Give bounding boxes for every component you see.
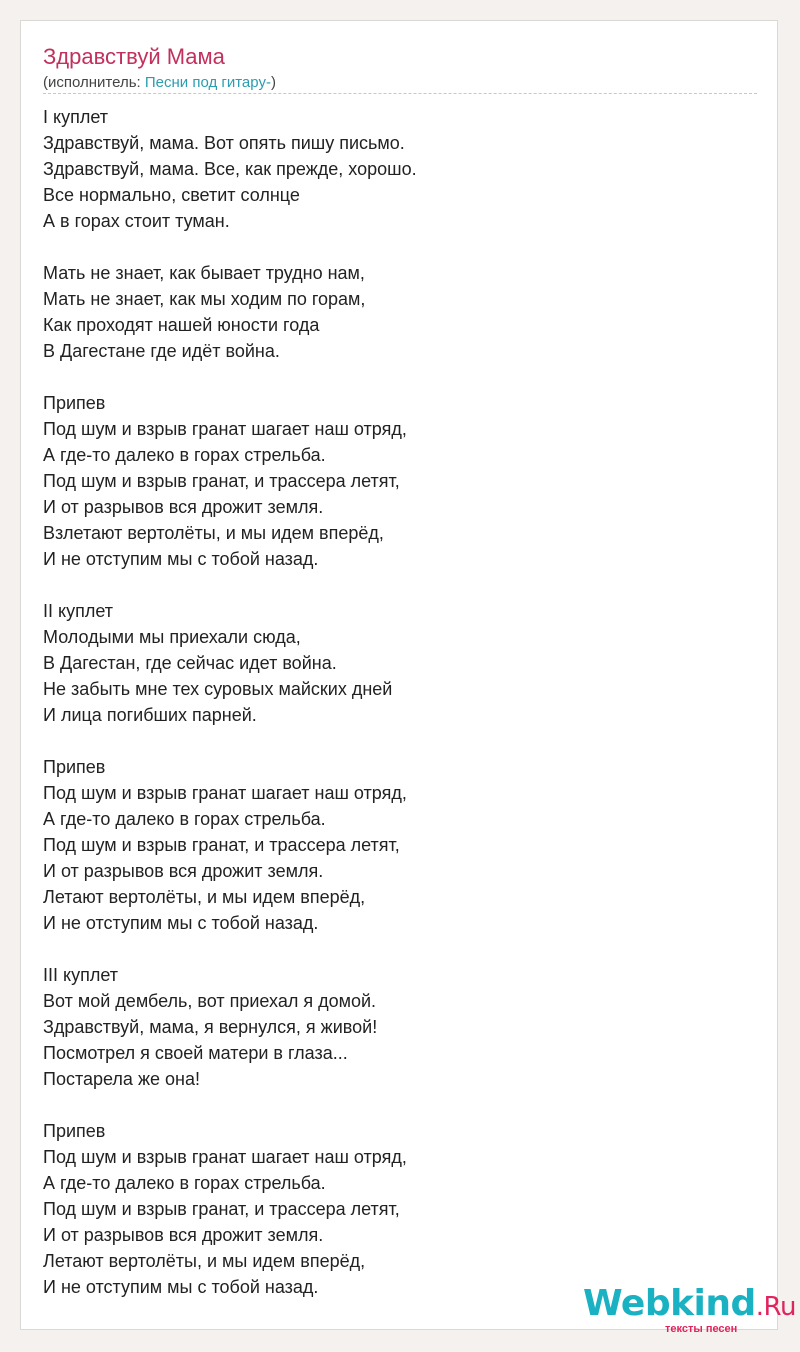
stanza [43, 104, 743, 234]
lyric-line: И лица погибших парней. [43, 705, 257, 725]
lyrics-text [43, 104, 743, 1326]
lyric-line: Вот мой дембель, вот приехал я домой. [43, 991, 377, 1011]
artist-suffix: ) [270, 74, 276, 91]
stanza [43, 962, 743, 1092]
lyric-line: А где-то далеко в горах стрельба. [43, 809, 326, 829]
lyric-line: Под шум и взрыв гранат, и трассера летят, [43, 471, 400, 491]
lyric-line: Под шум и взрыв гранат, и трассера летят, [43, 835, 400, 855]
artist-link[interactable]: Песни под гитару- [144, 74, 271, 91]
lyric-line: Мать не знает, как мы ходим по горам, [43, 289, 366, 309]
lyric-line: Под шум и взрыв гранат, и трассера летят, [43, 1199, 400, 1219]
lyric-line: III куплет [43, 965, 118, 985]
lyric-line: В Дагестан, где сейчас идет война. [43, 653, 337, 673]
lyric-line: Припев [43, 1121, 106, 1141]
lyric-line: Мать не знает, как бывает трудно нам, [43, 263, 365, 283]
lyric-line: I куплет [43, 107, 108, 127]
stanza [43, 1118, 743, 1300]
lyric-line: И не отступим мы с тобой назад. [43, 549, 319, 569]
lyric-line: И не отступим мы с тобой назад. [43, 1277, 319, 1297]
lyric-line: Как проходят нашей юности года [43, 315, 320, 335]
lyric-line: И от разрывов вся дрожит земля. [43, 861, 324, 881]
lyric-line: А где-то далеко в горах стрельба. [43, 445, 326, 465]
lyric-line: Не забыть мне тех суровых майских дней [43, 679, 393, 699]
lyric-line: II куплет [43, 601, 113, 621]
lyric-line: Под шум и взрыв гранат шагает наш отряд, [43, 1147, 407, 1167]
lyric-line: И от разрывов вся дрожит земля. [43, 497, 324, 517]
lyric-line: И от разрывов вся дрожит земля. [43, 1225, 324, 1245]
lyric-line: Здравствуй, мама. Вот опять пишу письмо. [43, 133, 405, 153]
logo-wordmark [583, 1283, 796, 1328]
lyric-line: Молодыми мы приехали сюда, [43, 627, 301, 647]
lyric-line: Взлетают вертолёты, и мы идем вперёд, [43, 523, 384, 543]
lyric-line: В Дагестане где идёт война. [43, 341, 280, 361]
lyrics-card [20, 20, 796, 1335]
song-title: Здравствуй Мама [43, 44, 225, 69]
logo-main-text: Webkind [583, 1283, 756, 1324]
divider [43, 93, 757, 94]
lyric-line: Здравствуй, мама, я вернулся, я живой! [43, 1017, 378, 1037]
webkind-logo[interactable] [583, 1283, 796, 1335]
lyric-line: Все нормально, светит солнце [43, 185, 300, 205]
artist-prefix: (исполнитель: [43, 74, 145, 91]
lyric-line: Летают вертолёты, и мы идем вперёд, [43, 887, 366, 907]
lyric-line: Припев [43, 757, 106, 777]
lyric-line: Летают вертолёты, и мы идем вперёд, [43, 1251, 366, 1271]
lyric-line: И не отступим мы с тобой назад. [43, 913, 319, 933]
stanza [43, 754, 743, 936]
lyric-line: Посмотрел я своей матери в глаза... [43, 1043, 348, 1063]
lyric-line: Под шум и взрыв гранат шагает наш отряд, [43, 419, 407, 439]
logo-tagline: тексты песен [665, 1323, 738, 1335]
lyric-line: А в горах стоит туман. [43, 211, 230, 231]
lyric-line: Постарела же она! [43, 1069, 200, 1089]
lyric-line: Припев [43, 393, 106, 413]
stanza [43, 260, 743, 364]
lyric-line: Здравствуй, мама. Все, как прежде, хорошо. [43, 159, 417, 179]
artist-line [43, 73, 276, 93]
lyric-line: Под шум и взрыв гранат шагает наш отряд, [43, 783, 407, 803]
logo-tld: .Ru [755, 1292, 796, 1322]
lyric-line: А где-то далеко в горах стрельба. [43, 1173, 326, 1193]
stanza [43, 390, 743, 572]
stanza [43, 598, 743, 728]
